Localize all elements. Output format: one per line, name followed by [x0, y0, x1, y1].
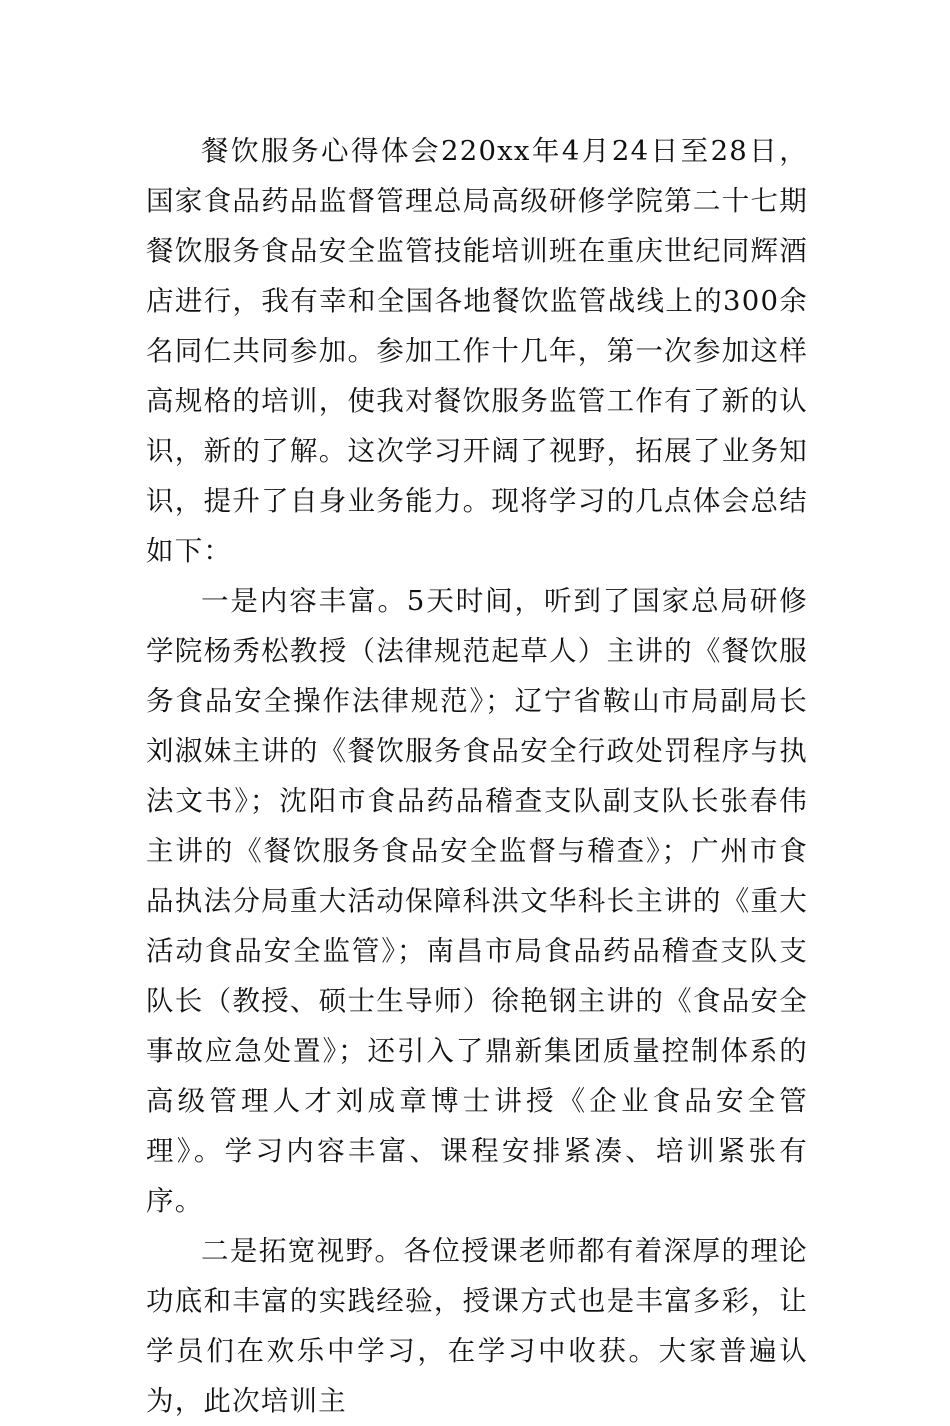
paragraph-broaden-vision: 二是拓宽视野。各位授课老师都有着深厚的理论功底和丰富的实践经验，授课方式也是丰富多彩，让学员们在欢乐中学习，在学习中收获。大家普遍认为，此次培训主 — [146, 1235, 808, 1417]
paragraph-content-rich: 一是内容丰富。5天时间，听到了国家总局研修学院杨秀松教授（法律规范起草人）主讲的《餐饮服务食品安全操作法律规范》；辽宁省鞍山市局副局长刘淑妹主讲的《餐饮服务食品安全行政处罚程序与执法文书》；沈阳市食品药品稽查支队副支队长张春伟主讲的《餐饮服务食品安全监督与稽查》；广州市食品执法分局重大活动保障科洪文华科长主讲的《重大活动食品安全监管》；南昌市局食品药品稽查支队支队长（教授、硕士生导师）徐艳钢主讲的《食品安全事故应急处置》；还引入了鼎新集团质量控制体系的高级管理人才刘成章博士讲授《企业食品安全管理》。学习内容丰富、课程安排紧凑、培训紧张有序。 — [146, 585, 808, 1217]
paragraph-intro: 餐饮服务心得体会220xx年4月24日至28日，国家食品药品监督管理总局高级研修学院第二十七期餐饮服务食品安全监管技能培训班在重庆世纪同辉酒店进行，我有幸和全国各地餐饮监管战线上的300余名同仁共同参加。参加工作十几年，第一次参加这样高规格的培训，使我对餐饮服务监管工作有了新的认识，新的了解。这次学习开阔了视野，拓展了业务知识，提升了自身业务能力。现将学习的几点体会总结如下： — [146, 135, 808, 567]
document-body — [146, 126, 808, 1426]
